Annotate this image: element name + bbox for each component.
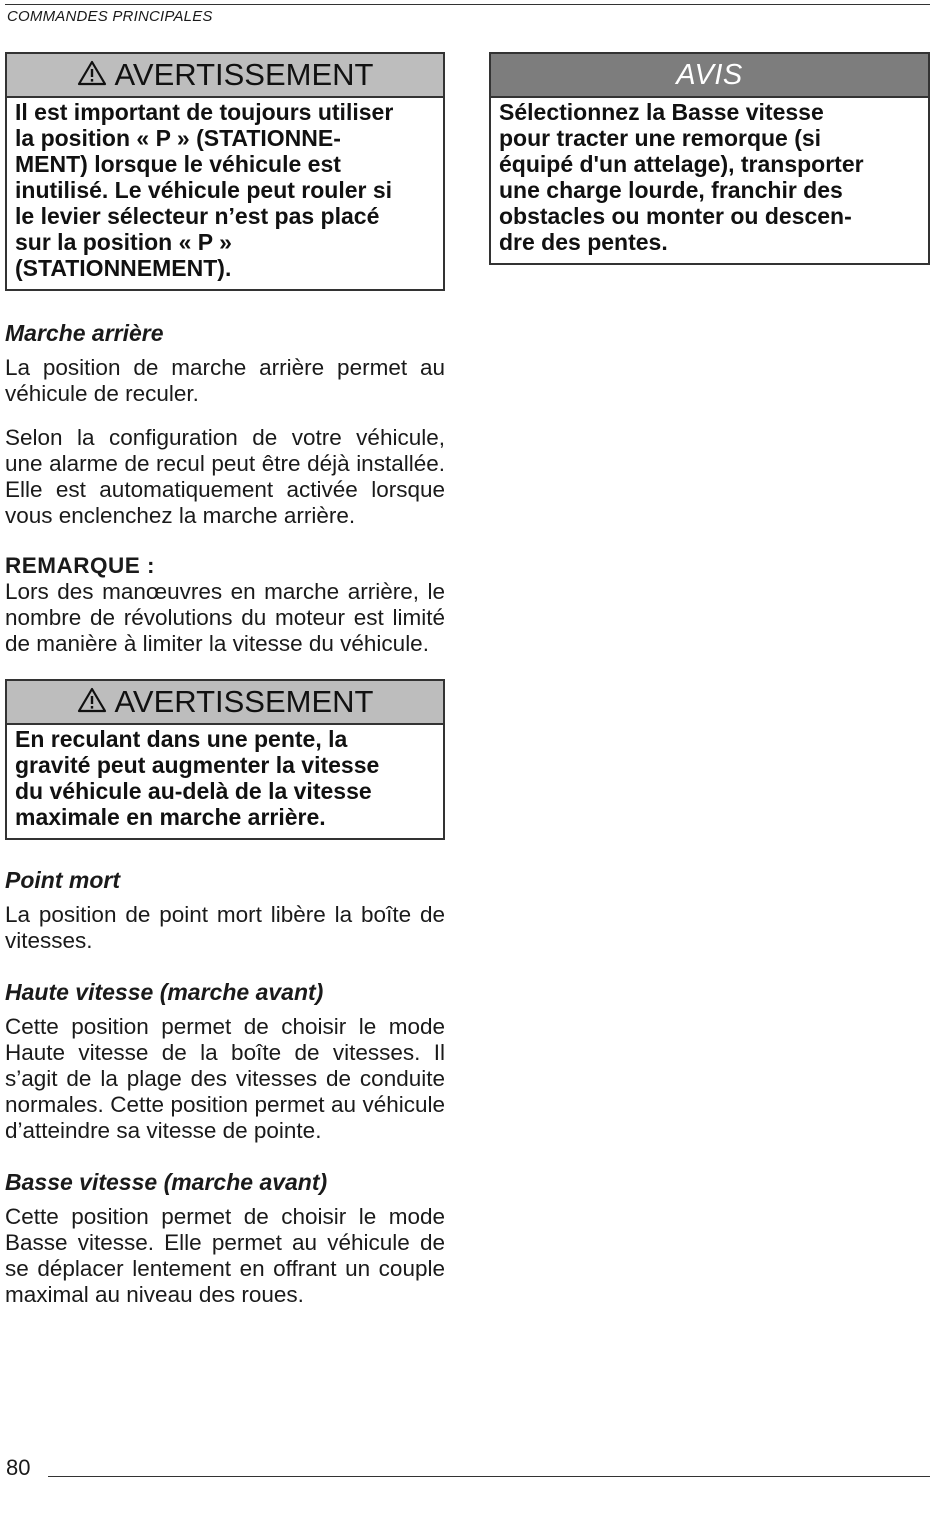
section-title-high-speed: Haute vitesse (marche avant)	[5, 979, 324, 1005]
notice-body: Sélectionnez la Basse vitesse pour tracter une remorque (si équipé d'un attelage), transporter une charge lourde, franchir des obstacles ou monter ou descen- dre des pentes.	[499, 99, 864, 255]
warning-box-header	[7, 681, 443, 725]
section-title-low-speed: Basse vitesse (marche avant)	[5, 1169, 328, 1195]
notice-box	[489, 52, 930, 265]
section-title-reverse: Marche arrière	[5, 320, 164, 346]
warning-triangle-icon	[77, 685, 107, 721]
paragraph: Cette position permet de choisir le mode Haute vitesse de la boîte de vitesses. Il s’agit de la plage des vitesses de conduite normales. Cette position permet au véhicule d’atteindre sa vitesse de pointe.	[5, 1014, 445, 1143]
left-column	[5, 52, 445, 1308]
warning-body: En reculant dans une pente, la gravité peut augmenter la vitesse du véhicule au-delà de la vitesse maximale en marche arrière.	[15, 726, 380, 830]
warning-title: AVERTISSEMENT	[114, 57, 374, 92]
paragraph: La position de point mort libère la boîte de vitesses.	[5, 902, 445, 953]
right-column	[489, 52, 930, 265]
warning-box-slope	[5, 679, 445, 840]
warning-body: Il est important de toujours utiliser la position « P » (STATIONNE- MENT) lorsque le véhicule est inutilisé. Le véhicule peut rouler si le levier sélecteur n’est pas placé sur la position « P » (STATIONNEMENT).	[15, 99, 394, 281]
page-number: 80	[6, 1455, 31, 1480]
warning-title: AVERTISSEMENT	[114, 684, 374, 719]
section-title-neutral: Point mort	[5, 867, 120, 893]
header-rule	[5, 4, 930, 5]
warning-box-header	[7, 54, 443, 98]
running-header: COMMANDES PRINCIPALES	[7, 8, 213, 25]
notice-box-header: AVIS	[491, 54, 928, 98]
warning-box-parking	[5, 52, 445, 291]
paragraph: La position de marche arrière permet au véhicule de reculer.	[5, 355, 445, 406]
footer-rule	[48, 1476, 930, 1477]
paragraph: Selon la configuration de votre véhicule, une alarme de recul peut être déjà installée. Elle est automatiquement activée lorsque vous enclenchez la marche arrière.	[5, 425, 445, 528]
remark-label: REMARQUE :	[5, 553, 155, 578]
paragraph: Cette position permet de choisir le mode Basse vitesse. Elle permet au véhicule de se déplacer lentement en offrant un couple maximal au niveau des roues.	[5, 1204, 445, 1307]
warning-triangle-icon	[77, 58, 107, 94]
remark-text: Lors des manœuvres en marche arrière, le nombre de révolutions du moteur est limité de manière à limiter la vitesse du véhicule.	[5, 579, 445, 656]
